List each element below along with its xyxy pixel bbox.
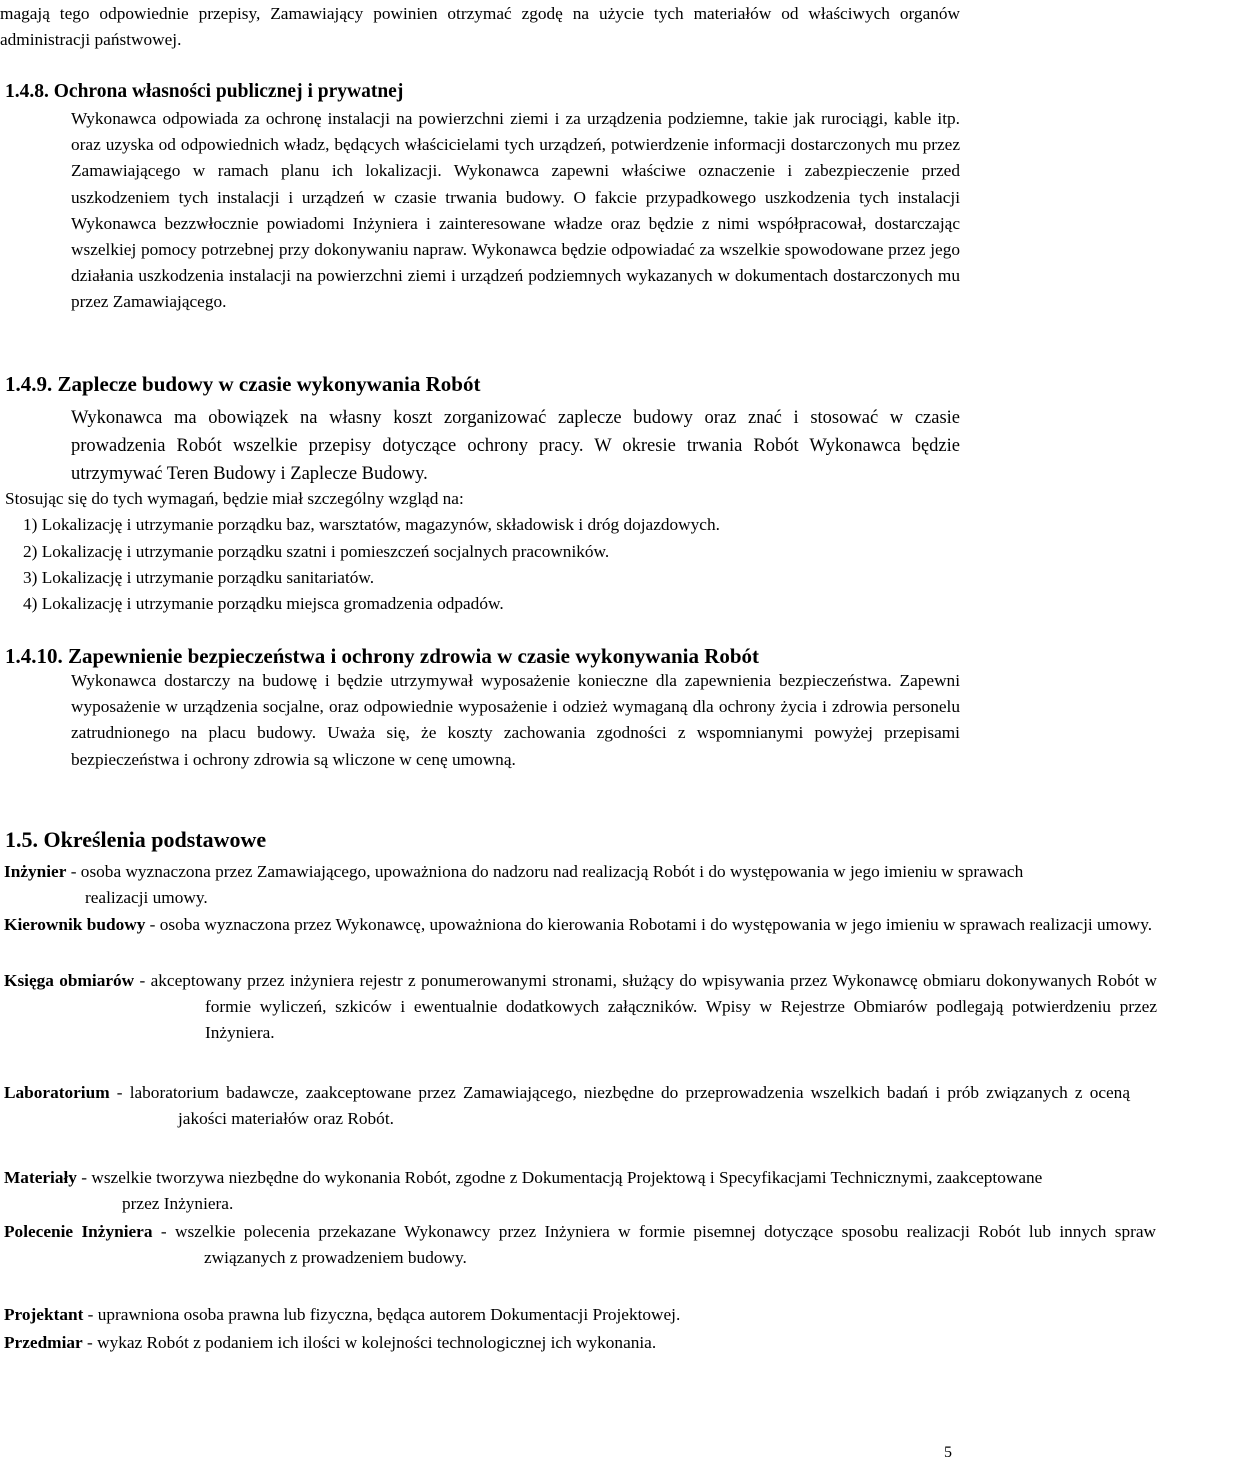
definition-item — [4, 1302, 956, 1328]
list-item: 3) Lokalizację i utrzymanie porządku sanitariatów. — [23, 568, 375, 587]
definition-term: Polecenie Inżyniera — [4, 1222, 153, 1241]
page-number: 5 — [944, 1444, 952, 1461]
definition-term: Inżynier — [4, 862, 67, 881]
definition-term: Materiały — [4, 1168, 77, 1187]
definition-text: - wszelkie polecenia przekazane Wykonawcy przez Inżyniera w formie pisemnej dotyczące sposobu realizacji Robót lub innych spraw związanych z prowadzeniem budowy. — [152, 1222, 1157, 1268]
definition-item — [4, 859, 1037, 911]
definition-text: - osoba wyznaczona przez Zamawiającego, upoważniona do nadzoru nad realizacją Robót i do występowania w jego imieniu w sprawach realizacji umowy. — [66, 862, 1024, 908]
definition-text: - osoba wyznaczona przez Wykonawcę, upoważniona do kierowania Robotami i do występowania w jego imieniu w sprawach realizacji umowy. — [145, 915, 1153, 934]
section-heading-1-4-10: 1.4.10. Zapewnienie bezpieczeństwa i ochrony zdrowia w czasie wykonywania Robót — [5, 644, 760, 668]
section-heading-1-5: 1.5. Określenia podstawowe — [5, 827, 267, 852]
definition-term: Księga obmiarów — [4, 971, 135, 990]
definition-text: - wykaz Robót z podaniem ich ilości w kolejności technologicznej ich wykonania. — [82, 1333, 657, 1352]
definition-item — [4, 1165, 1074, 1217]
section-heading-1-4-9: 1.4.9. Zaplecze budowy w czasie wykonywania Robót — [5, 372, 481, 396]
definition-text: - laboratorium badawcze, zaakceptowane przez Zamawiającego, niezbędne do przeprowadzenia wszelkich badań i prób związanych z oceną jakości materiałów oraz Robót. — [109, 1083, 1130, 1129]
definition-text: - uprawniona osoba prawna lub fizyczna, będąca autorem Dokumentacji Projektowej. — [83, 1305, 681, 1324]
definition-item — [4, 1219, 1156, 1271]
definition-text: - akceptowany przez inżyniera rejestr z ponumerowanymi stronami, służący do wpisywania przez Wykonawcę obmiaru dokonywanych Robót w formie wyliczeń, szkiców i ewentualnie dodatkowych załączników. Wpisy w Rejestrze Obmiarów podlegają potwierdzeniu przez Inżyniera. — [134, 971, 1157, 1043]
definition-term: Laboratorium — [4, 1083, 110, 1102]
definition-term: Kierownik budowy — [4, 915, 146, 934]
section-1-4-9-paragraph: Wykonawca ma obowiązek na własny koszt zorganizować zaplecze budowy oraz znać i stosować w czasie prowadzenia Robót wszelkie przepisy dotyczące ochrony pracy. W okresie trwania Robót Wykonawca będzie utrzymywać Teren Budowy i Zaplecze Budowy. — [71, 408, 960, 484]
intro-paragraph: magają tego odpowiednie przepisy, Zamawiający powinien otrzymać zgodę na użycie tych materiałów od właściwych organów administracji państwowej. — [0, 4, 960, 50]
list-item: 1) Lokalizację i utrzymanie porządku baz, warsztatów, magazynów, składowisk i dróg dojazdowych. — [23, 515, 720, 534]
list-item: 4) Lokalizację i utrzymanie porządku miejsca gromadzenia odpadów. — [23, 594, 504, 613]
definition-text: - wszelkie tworzywa niezbędne do wykonania Robót, zgodne z Dokumentacją Projektową i Specyfikacjami Technicznymi, zaakceptowane przez Inżyniera. — [76, 1168, 1043, 1214]
definition-item — [4, 912, 1244, 938]
section-1-4-8-paragraph: Wykonawca odpowiada za ochronę instalacji na powierzchni ziemi i za urządzenia podziemne, takie jak rurociągi, kable itp. oraz uzyska od odpowiednich władz, będących właścicielami tych urządzeń, potwierdzenie informacji dostarczonych mu przez Zamawiającego w ramach planu ich lokalizacji. Wykonawca zapewni właściwe oznaczenie i zabezpieczenie przed uszkodzeniem tych instalacji i urządzeń w czasie trwania budowy. O fakcie przypadkowego uszkodzenia tych instalacji Wykonawca bezzwłocznie powiadomi Inżyniera i zainteresowane władze oraz będzie z nimi współpracował, dostarczając wszelkiej pomocy potrzebnej przy dokonywaniu napraw. Wykonawca będzie odpowiadać za wszelkie spowodowane przez jego działania uszkodzenia instalacji na powierzchni ziemi i urządzeń podziemnych wykazanych w dokumentach dostarczonych mu przez Zamawiającego. — [71, 109, 960, 312]
list-item: 2) Lokalizację i utrzymanie porządku szatni i pomieszczeń socjalnych pracowników. — [23, 542, 610, 561]
definition-term: Przedmiar — [4, 1333, 83, 1352]
definition-item — [4, 968, 1157, 1047]
section-1-4-10-paragraph: Wykonawca dostarczy na budowę i będzie utrzymywał wyposażenie konieczne dla zapewnienia bezpieczeństwa. Zapewni wyposażenie w urządzenia socjalne, oraz odpowiednie wyposażenie i odzież wymaganą dla ochrony życia i zdrowia personelu zatrudnionego na placu budowy. Uważa się, że koszty zachowania zgodności z wspomnianymi powyżej przepisami bezpieczeństwa i ochrony zdrowia są wliczone w cenę umowną. — [71, 671, 960, 769]
section-heading-1-4-8: 1.4.8. Ochrona własności publicznej i prywatnej — [5, 81, 404, 102]
definition-item — [4, 1330, 956, 1356]
definition-term: Projektant — [4, 1305, 84, 1324]
definition-item — [4, 1080, 1130, 1132]
section-1-4-9-lead: Stosując się do tych wymagań, będzie miał szczególny wzgląd na: — [5, 489, 464, 508]
